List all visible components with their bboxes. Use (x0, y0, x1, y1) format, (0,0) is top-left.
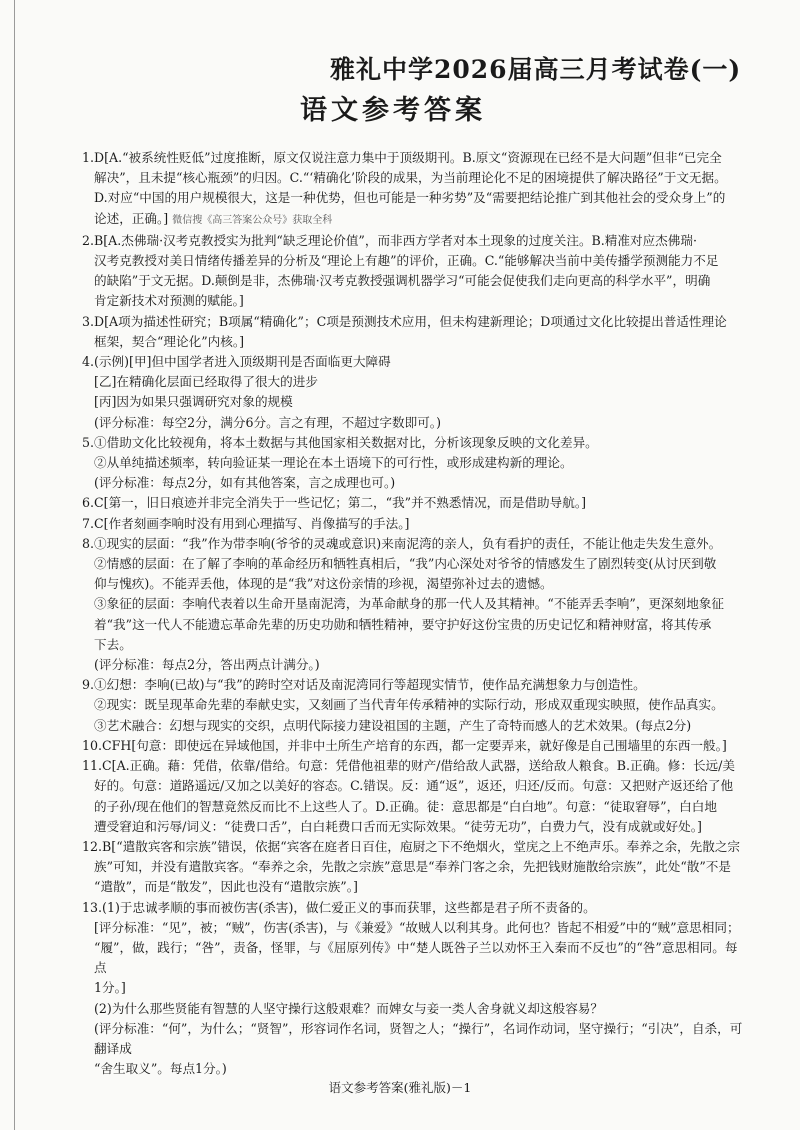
answer-line: 7.C[作者刻画李响时没有用到心理描写、肖像描写的手法。] (82, 515, 410, 531)
answer-line: 着“我”这一代人不能遗忘革命先辈的历史功勋和牺牲精神，要守护好这份宝贵的历史记忆和精神财富，将其传承 (94, 616, 712, 632)
answer-line: 1.D[A.“被系统性贬低”过度推断，原文仅说注意力集中于顶级期刊。B.原文“资源现在已经不是大问题”但非“已完全 (82, 150, 722, 165)
answer-7 (82, 514, 744, 534)
answer-line: ②情感的层面：在了解了李响的革命经历和牺牲真相后，“我”内心深处对爷爷的情感发生了剧烈转变(从讨厌到敬 (94, 556, 717, 572)
answer-line: D.对应“中国的用户规模很大，这是一种优势，但也可能是一种劣势”及“需要把结论推广到其他社会的受众身上”的 (94, 190, 726, 206)
answer-line: 10.CFH[句意：即使远在异域他国，并非中土所生产培育的东西，都一定要弄来，就好像是自己围墙里的东西一般。] (82, 737, 727, 753)
answer-8 (82, 534, 744, 675)
answer-line: 肯定新技术对预测的赋能。] (94, 293, 244, 309)
answer-9 (82, 675, 744, 736)
answer-line: [乙]在精确化层面已经取得了很大的进步 (94, 374, 318, 390)
answer-line: ③艺术融合：幻想与现实的交织，点明代际接力建设祖国的主题，产生了奇特而感人的艺术效果。(每点2分) (94, 717, 692, 733)
answer-line: 族”可知，并没有遣散宾客。“奉养之余，先散之宗族”意思是“奉养门客之余，先把钱财施散给宗族”，此处“散”不是 (94, 859, 731, 875)
title-row (330, 50, 800, 86)
answer-line: 12.B[“遣散宾客和宗族”错误，依据“宾客在庭者日百住，庖厨之下不绝烟火，堂庑之上不绝声乐。奉养之余，先散之宗 (82, 838, 741, 854)
answer-line: 8.①现实的层面：“我”作为带李响(爷爷的灵魂或意识)来南泥湾的亲人，负有看护的责任，不能让他走失发生意外。 (82, 535, 722, 551)
scoring-note: 1分。] (94, 980, 126, 996)
page-footer: 语文参考答案(雅礼版)－1 (328, 1080, 472, 1095)
scoring-note: [评分标准：“见”，被；“贼”，伤害(杀害)，与《兼爱》“故贼人以利其身。此何也？皆起不相爱”中的“贼”意思相同； (94, 919, 740, 935)
binding-margin-line (14, 0, 15, 1130)
answer-6 (82, 493, 744, 513)
answer-line: (2)为什么那些贤能有智慧的人坚守操行这般艰难？而婢女与妾一类人舍身就义却这般容易？ (94, 1000, 603, 1016)
answer-1 (82, 148, 744, 231)
answer-content (82, 148, 744, 1079)
answer-line: 2.B[A.杰佛瑞·汉考克教授实为批判“缺乏理论价值”，而非西方学者对本土现象的过度关注。B.精准对应杰佛瑞· (82, 232, 697, 248)
answer-line: 下去。 (94, 636, 132, 652)
answer-text: 论述，正确。] (94, 210, 169, 226)
exam-title: 雅礼中学2026届高三月考试卷(一) (330, 55, 742, 84)
scoring-note: (评分标准：“何”，为什么；“贤智”，形容词作名词，贤智之人；“操行”，名词作动词，坚守操行；“引决”，自杀，可翻译成 (94, 1020, 743, 1056)
answer-line: ③象征的层面：李响代表着以生命开垦南泥湾，为革命献身的那一代人及其精神。“不能弄丢李响”，更深刻地象征 (94, 596, 724, 612)
answer-line: 13.(1)于忠诚孝顺的事而被伤害(杀害)，做仁爱正义的事而获罪，这些都是君子所不责备的。 (82, 899, 596, 915)
scoring-note: (评分标准：每空2分，满分6分。言之有理，不超过字数即可。) (94, 414, 441, 430)
watermark-note: 微信搜《高三答案公众号》获取全科 (172, 214, 333, 226)
answer-line: 仰与愧疚)。不能弄丢他，体现的是“我”对这份亲情的珍视，渴望弥补过去的遗憾。 (94, 576, 553, 592)
answer-line: 解决”，且未提“核心瓶颈”的归因。C.“‘精确化’阶段的成果，为当前理论化不足的困境提供了解决路径”于文无据。 (94, 170, 727, 186)
answer-line: “遣散”，而是“散发”，因此也没有“遣散宗族”。] (94, 879, 358, 895)
scoring-note: “舍生取义”。每点1分。) (94, 1061, 227, 1077)
answer-line: 的子孙/现在他们的智慧竟然反而比不上这些人了。D.正确。徒：意思都是“白白地”。句意：“徒取窘辱”，白白地 (94, 798, 717, 814)
answer-12 (82, 837, 744, 898)
answer-line: ②现实：既呈现革命先辈的奉献史实，又刻画了当代青年传承精神的实际行动，形成双重现实映照，使作品真实。 (94, 697, 724, 713)
answer-line: 9.①幻想：李响(已故)与“我”的跨时空对话及南泥湾同行等超现实情节，使作品充满想象力与创造性。 (82, 677, 646, 693)
scoring-note: “履”，做，践行；“咎”，责备，怪罪，与《屈原列传》中“楚人既咎子兰以劝怀王入秦而不反也”的“咎”意思相同。每点 (94, 939, 738, 976)
answer-line: 汉考克教授对美日情绪传播差异的分析及“理论上有趣”的评价，正确。C.“能够解决当前中美传播学预测能力不足 (94, 253, 719, 269)
answer-line: 3.D[A项为描述性研究；B项属“精确化”；C项是预测技术应用，但未构建新理论；D项通过文化比较提出普适性理论 (82, 313, 727, 329)
answer-line: 6.C[第一，旧日痕迹并非完全消失于一些记忆；第二，“我”并不熟悉情况，而是借助导航。] (82, 495, 587, 511)
answer-line: 框架，契合“理论化”内核。] (94, 333, 245, 349)
answer-line: 遭受窘迫和污辱/词义：“徒费口舌”，白白耗费口舌而无实际效果。“徒劳无功”，白费力气，没有成就或好处。] (94, 818, 702, 834)
scoring-note: (评分标准：每点2分，如有其他答案，言之成理也可。) (94, 475, 396, 491)
answer-line (82, 209, 744, 231)
answer-line: ②从单纯描述频率，转向验证某一理论在本土语境下的可行性，或形成建构新的理论。 (94, 455, 573, 471)
answer-line: 的缺陷”于文无据。D.颠倒是非，杰佛瑞·汉考克教授强调机器学习“可能会促使我们走向更高的科学水平”，明确 (94, 273, 711, 289)
answer-4 (82, 352, 744, 433)
answer-13 (82, 898, 744, 1080)
answer-line: [丙]因为如果只强调研究对象的规模 (94, 394, 293, 410)
answer-line: 好的。句意：道路遥远/又加之以美好的容态。C.错误。反：通“返”，返还，归还/反而。句意：又把财产返还给了他 (94, 778, 734, 794)
answer-11 (82, 756, 744, 837)
answer-line: 5.①借助文化比较视角，将本土数据与其他国家相关数据对比，分析该现象反映的文化差异。 (82, 434, 598, 450)
answer-5 (82, 433, 744, 494)
exam-subtitle: 语文参考答案 (300, 95, 486, 126)
answer-3 (82, 312, 744, 352)
answer-line: 11.C[A.正确。藉：凭借，依靠/借给。句意：凭借他祖辈的财产/借给敌人武器，送给敌人粮食。B.正确。修：长远/美 (82, 758, 735, 774)
answer-2 (82, 231, 744, 312)
answer-10 (82, 736, 744, 756)
answer-line: 4.(示例)[甲]但中国学者进入顶级期刊是否面临更大障碍 (82, 354, 391, 370)
scoring-note: (评分标准：每点2分，答出两点计满分。) (94, 657, 320, 673)
